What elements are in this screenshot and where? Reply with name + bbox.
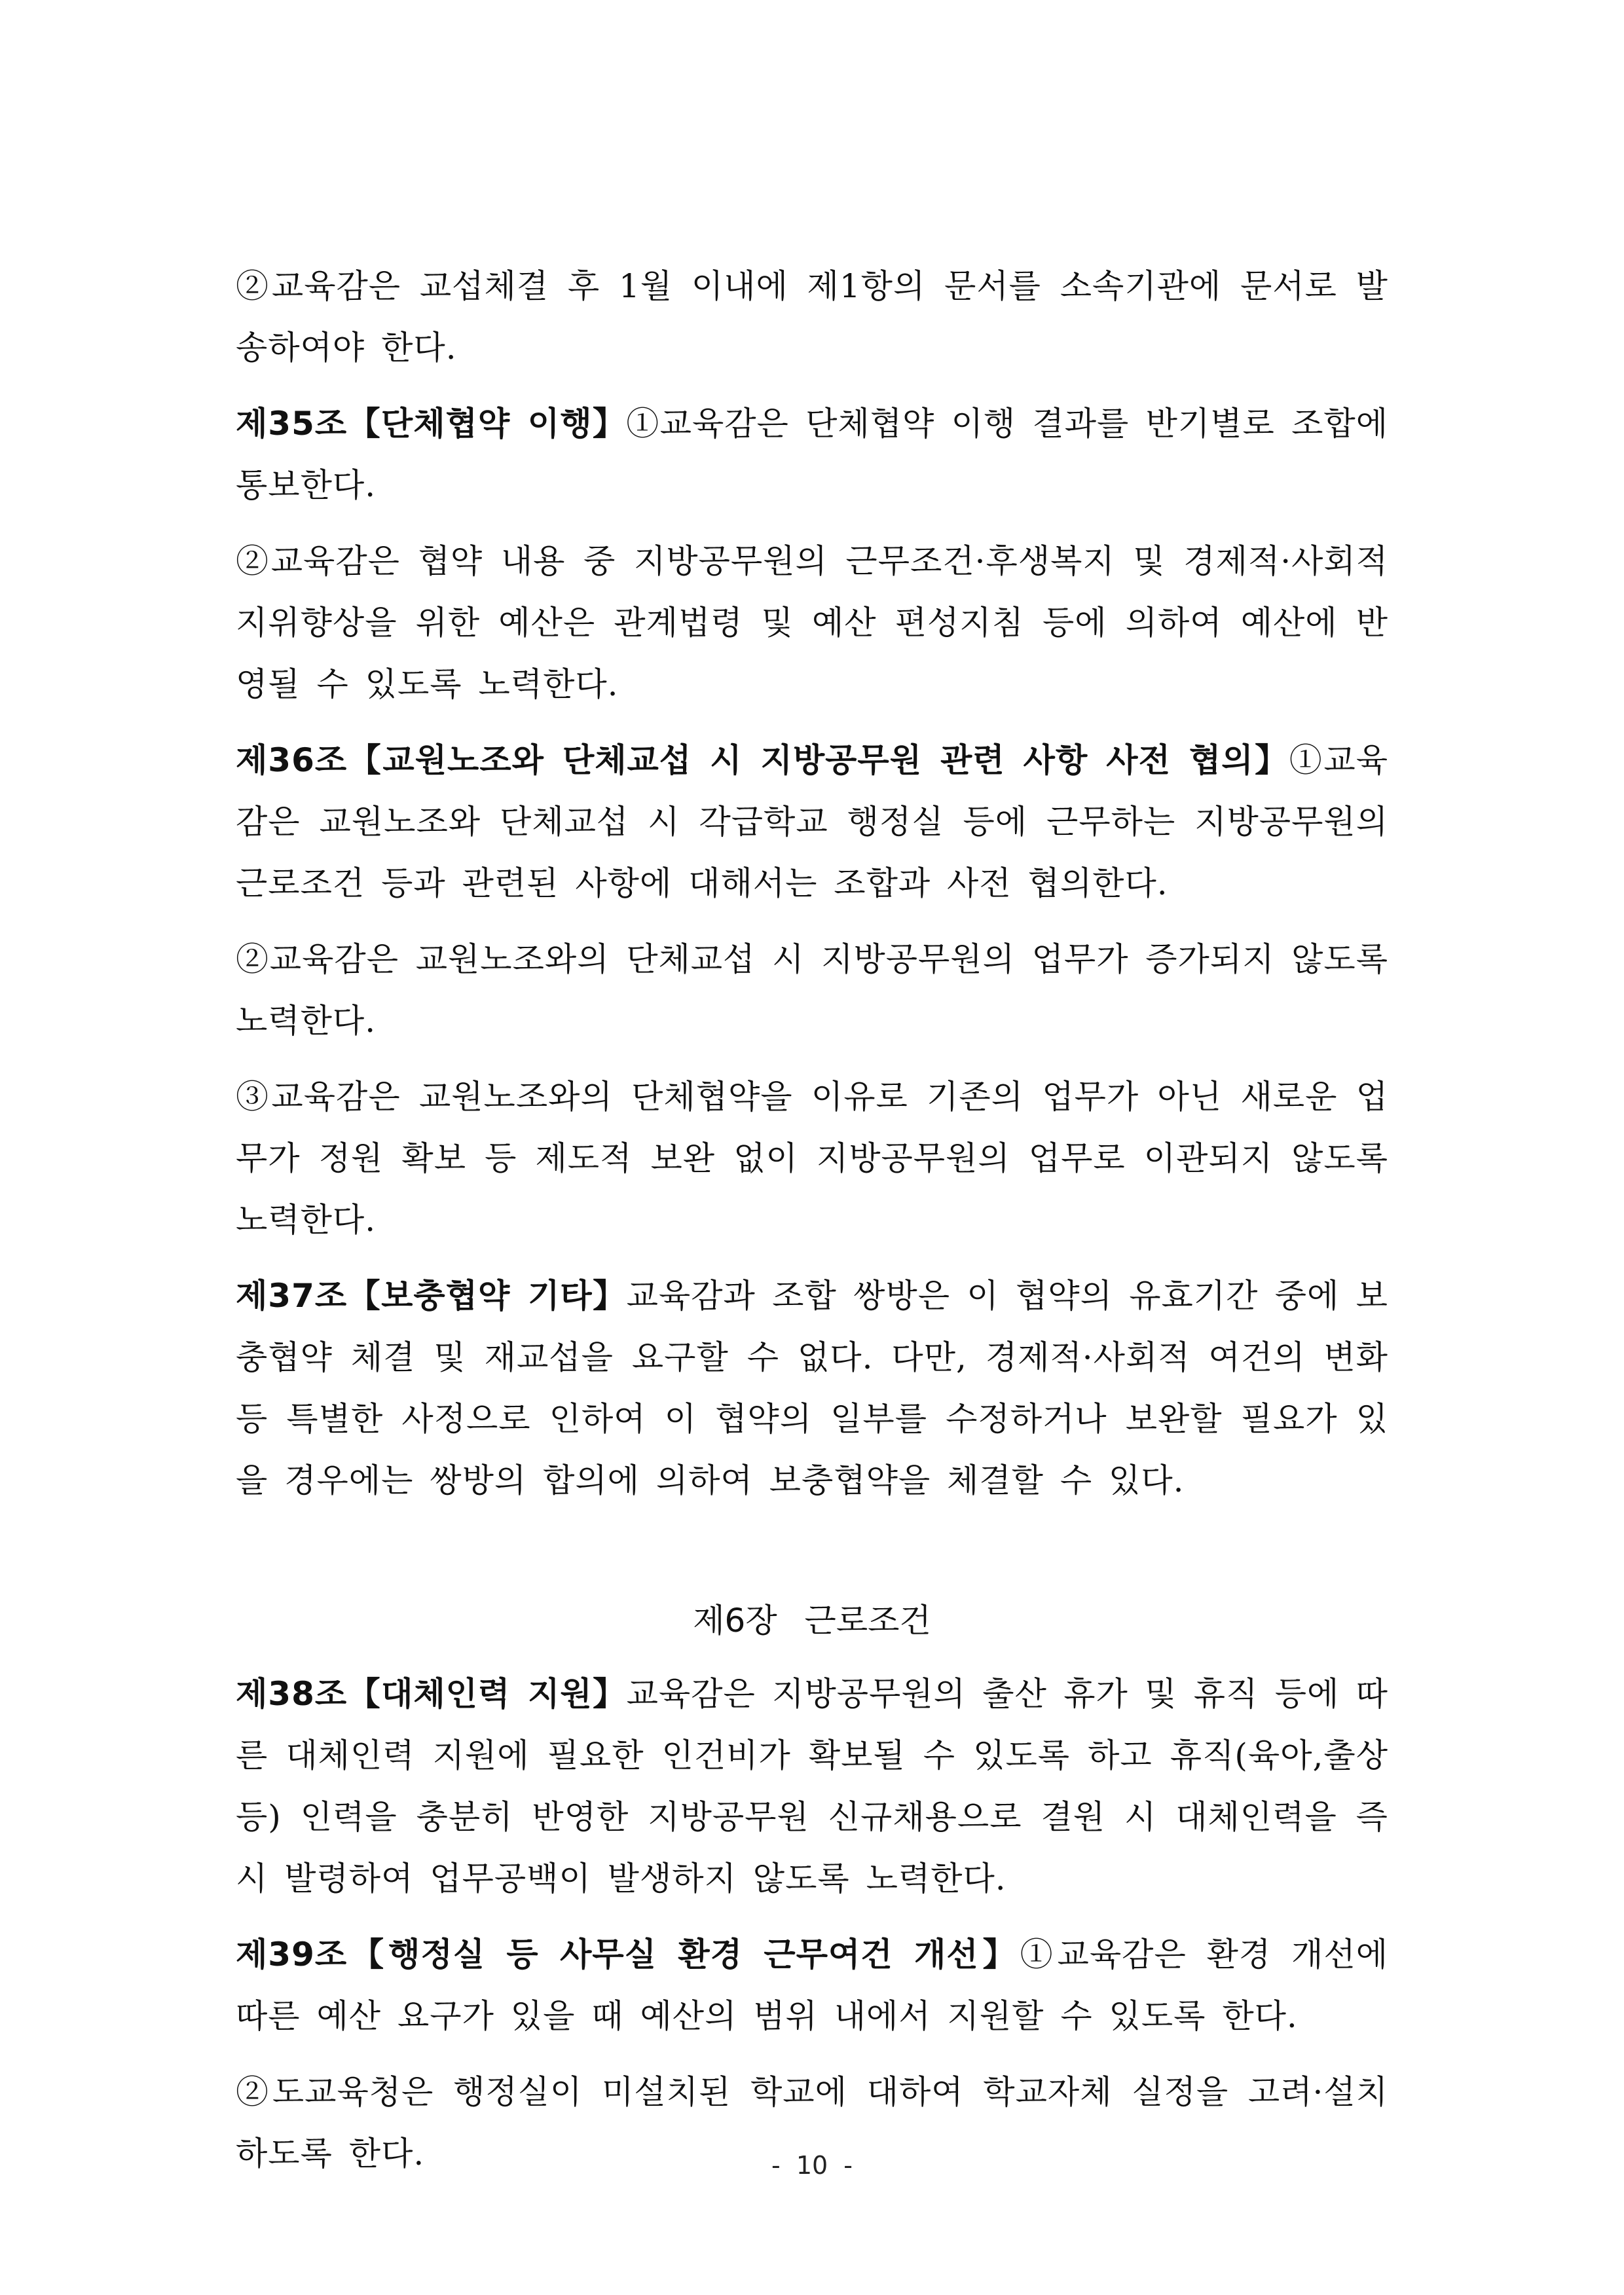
article-title: 【대체인력 지원】 [347,1675,627,1713]
paragraph [236,530,1388,715]
paragraph-article-38 [236,1663,1388,1909]
article-number: 제37조 [236,1277,348,1315]
paragraph [236,928,1388,1052]
paragraph-text: ②교육감은 교원노조와의 단체교섭 시 지방공무원의 업무가 증가되지 않도록 노력한다. [236,940,1388,1040]
paragraph-text: ②교육감은 교섭체결 후 1월 이내에 제1항의 문서를 소속기관에 문서로 발송하여야 한다. [236,267,1388,367]
paragraph-text: ①교육감은 단체협약 이행 결과를 반기별로 조합에 통보한다. [236,405,1388,504]
paragraph-article-39 [236,1924,1388,2047]
article-title: 【교원노조와 단체교섭 시 지방공무원 관련 사항 사전 협의】 [347,741,1289,779]
article-number: 제38조 [236,1675,348,1713]
article-number: 제39조 [236,1936,348,1974]
paragraph [236,1066,1388,1251]
paragraph-article-37 [236,1265,1388,1511]
page-number: - 10 - [771,2151,853,2180]
paragraph-article-36 [236,729,1388,914]
document-body [236,255,1388,2199]
paragraph-text: ③교육감은 교원노조와의 단체협약을 이유로 기존의 업무가 아닌 새로운 업무가 정원 확보 등 제도적 보완 없이 지방공무원의 업무로 이관되지 않도록 노력한다. [236,1078,1388,1239]
article-number: 제36조 [236,741,348,779]
article-title: 【보충협약 기타】 [347,1277,627,1315]
paragraph-article-35 [236,393,1388,516]
paragraph-text: 교육감과 조합 쌍방은 이 협약의 유효기간 중에 보충협약 체결 및 재교섭을 요구할 수 없다. 다만, 경제적·사회적 여건의 변화 등 특별한 사정으로 인하여 이 협약의 일부를 수정하거나 보완할 필요가 있을 경우에는 쌍방의 합의에 의하여 보충협약을 체결할 수 있다. [236,1277,1388,1499]
paragraph-text: ②도교육청은 행정실이 미설치된 학교에 대하여 학교자체 실정을 고려·설치하도록 한다. [236,2073,1388,2173]
paragraph-text: ②교육감은 협약 내용 중 지방공무원의 근무조건·후생복지 및 경제적·사회적 지위향상을 위한 예산은 관계법령 및 예산 편성지침 등에 의하여 예산에 반영될 수 있도록 노력한다. [236,542,1388,703]
chapter-heading: 제6장 근로조건 [693,1602,931,1640]
paragraph-text: 교육감은 지방공무원의 출산 휴가 및 휴직 등에 따른 대체인력 지원에 필요한 인건비가 확보될 수 있도록 하고 휴직(육아,출상 등) 인력을 충분히 반영한 지방공무원 신규채용으로 결원 시 대체인력을 즉시 발령하여 업무공백이 발생하지 않도록 노력한다. [236,1675,1388,1898]
article-title: 【행정실 등 사무실 환경 근무여건 개선】 [347,1936,1020,1974]
article-number: 제35조 [236,405,348,443]
paragraph-text: ①교육감은 환경 개선에 따른 예산 요구가 있을 때 예산의 범위 내에서 지원할 수 있도록 한다. [236,1936,1388,2035]
paragraph-text: ①교육감은 교원노조와 단체교섭 시 각급학교 행정실 등에 근무하는 지방공무원의 근로조건 등과 관련된 사항에 대해서는 조합과 사전 협의한다. [236,741,1389,902]
paragraph [236,255,1388,378]
article-title: 【단체협약 이행】 [347,405,627,443]
